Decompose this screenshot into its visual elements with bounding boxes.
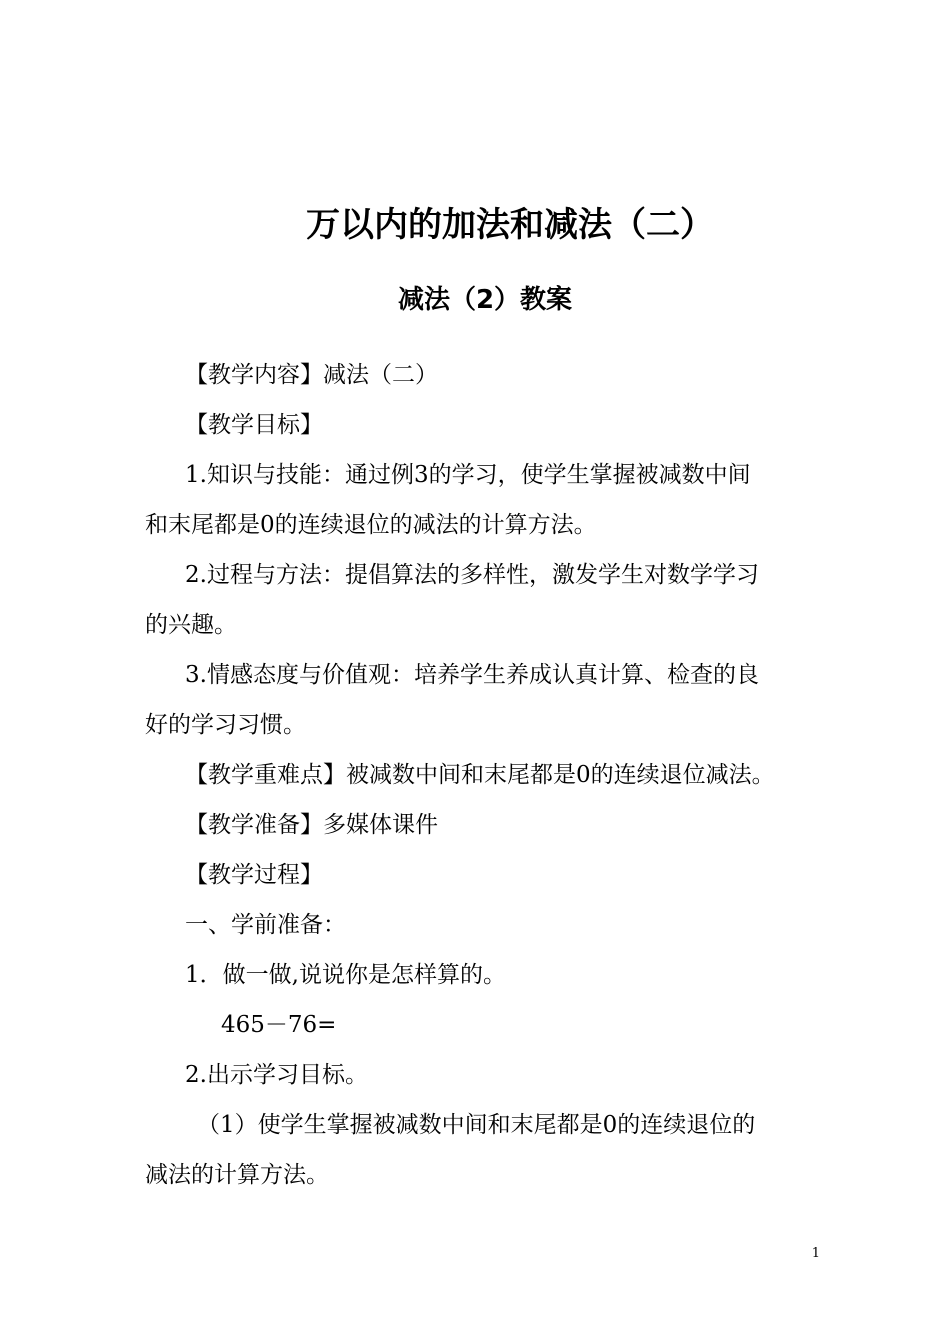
page-number: 1	[811, 1246, 820, 1261]
goal-1-line-1: 1.知识与技能：通过例3的学习，使学生掌握被减数中间	[185, 462, 751, 488]
equation-line: 465－76=	[221, 1012, 337, 1038]
teaching-content-line: 【教学内容】减法（二）	[185, 362, 438, 388]
document-subtitle: 减法（2）教案	[397, 285, 573, 315]
sub-item-1-line-1: （1）使学生掌握被减数中间和末尾都是0的连续退位的	[197, 1112, 756, 1138]
goal-1-line-2: 和末尾都是0的连续退位的减法的计算方法。	[145, 512, 597, 538]
teaching-preparation-line: 【教学准备】多媒体课件	[185, 812, 438, 838]
key-difficulty-line: 【教学重难点】被减数中间和末尾都是0的连续退位减法。	[185, 762, 775, 788]
goal-2-line-2: 的兴趣。	[145, 612, 237, 638]
document-body	[145, 350, 815, 1200]
sub-item-1-line-2: 减法的计算方法。	[145, 1162, 329, 1188]
section-1-heading: 一、学前准备：	[185, 912, 346, 938]
exercise-1-line: 1．做一做,说说你是怎样算的。	[185, 962, 506, 988]
goal-3-line-1: 3.情感态度与价值观：培养学生养成认真计算、检查的良	[185, 662, 759, 688]
item-2-line: 2.出示学习目标。	[185, 1062, 368, 1088]
goal-3-line-2: 好的学习习惯。	[145, 712, 306, 738]
goal-2-line-1: 2.过程与方法：提倡算法的多样性，激发学生对数学学习	[185, 562, 759, 588]
teaching-process-heading: 【教学过程】	[185, 862, 323, 888]
document-title: 万以内的加法和减法（二）	[306, 205, 714, 245]
teaching-goals-heading: 【教学目标】	[185, 412, 323, 438]
